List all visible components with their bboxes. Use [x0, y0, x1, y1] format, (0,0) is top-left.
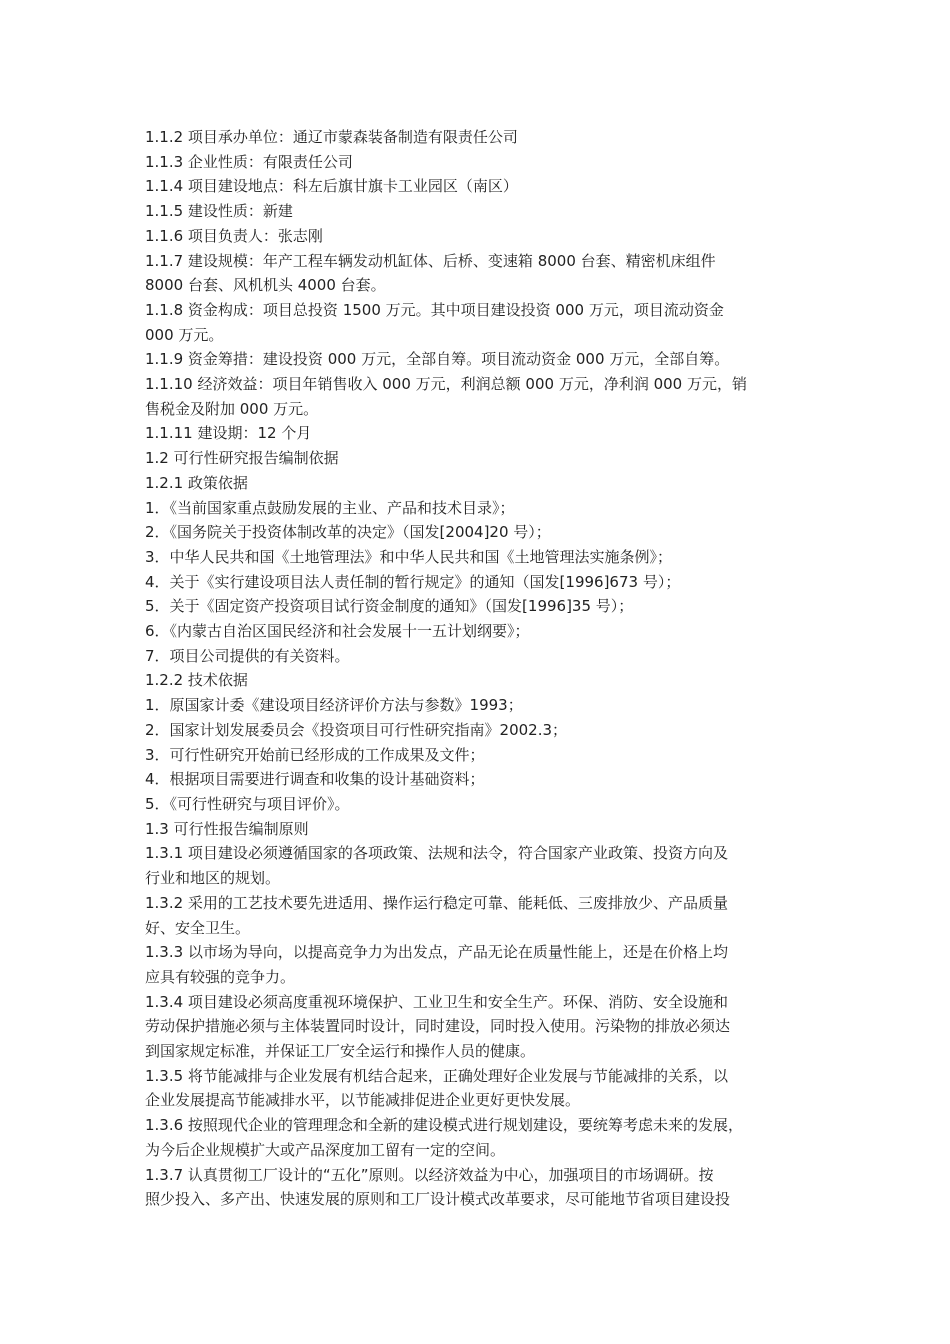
doc-line: 照少投入、多产出、快速发展的原则和工厂设计模式改革要求，尽可能地节省项目建设投: [145, 1190, 731, 1209]
doc-line: 好、安全卫生。: [145, 918, 251, 937]
doc-line: 2．《国务院关于投资体制改革的决定》（国发[2004]20 号）；: [145, 523, 551, 542]
doc-line: 1.3.6 按照现代企业的管理理念和全新的建设模式进行规划建设，要统筹考虑未来的发展，: [145, 1116, 743, 1135]
doc-line: 1.1.10 经济效益：项目年销售收入 000 万元，利润总额 000 万元，净利润 000 万元，销: [145, 375, 747, 394]
doc-line: 2．国家计划发展委员会《投资项目可行性研究指南》2002.3；: [145, 720, 568, 739]
doc-line: 1.1.4 项目建设地点：科左后旗甘旗卡工业园区（南区）: [145, 177, 518, 196]
doc-line: 1.1.2 项目承办单位：通辽市蒙森装备制造有限责任公司: [145, 128, 518, 146]
doc-line: 1．《当前国家重点鼓励发展的主业、产品和技术目录》；: [145, 498, 515, 517]
doc-line: 1.1.6 项目负责人：张志刚: [145, 226, 323, 245]
section-heading: 1.3 可行性报告编制原则: [145, 819, 309, 838]
subsection-heading: 1.2.1 政策依据: [145, 473, 248, 492]
doc-line: 000 万元。: [145, 325, 224, 344]
doc-line: 1.1.8 资金构成：项目总投资 1500 万元。其中项目建设投资 000 万元，项目流动资金: [145, 300, 724, 319]
doc-line: 7．项目公司提供的有关资料。: [145, 646, 350, 665]
doc-line: 3．中华人民共和国《土地管理法》和中华人民共和国《土地管理法实施条例》；: [145, 547, 673, 566]
doc-line: 4．关于《实行建设项目法人责任制的暂行规定》的通知（国发[1996]673 号）；: [145, 572, 681, 591]
doc-line: 1.1.5 建设性质：新建: [145, 202, 293, 221]
doc-line: 1．原国家计委《建设项目经济评价方法与参数》1993；: [145, 696, 523, 715]
doc-line: 1.3.7 认真贯彻工厂设计的“五化”原则。以经济效益为中心，加强项目的市场调研。按: [145, 1165, 714, 1184]
doc-line: 4．根据项目需要进行调查和收集的设计基础资料；: [145, 770, 485, 789]
doc-line: 企业发展提高节能减排水平，以节能减排促进企业更好更快发展。: [145, 1091, 581, 1110]
doc-line: 5．《可行性研究与项目评价》。: [145, 794, 350, 813]
doc-line: 到国家规定标准，并保证工厂安全运行和操作人员的健康。: [145, 1042, 536, 1061]
doc-line: 6．《内蒙古自治区国民经济和社会发展十一五计划纲要》；: [145, 622, 530, 641]
doc-line: 1.1.7 建设规模：年产工程车辆发动机缸体、后桥、变速箱 8000 台套、精密机床组件: [145, 251, 716, 270]
doc-line: 应具有较强的竞争力。: [145, 967, 296, 986]
doc-line: 3．可行性研究开始前已经形成的工作成果及文件；: [145, 745, 485, 764]
doc-line: 1.3.2 采用的工艺技术要先进适用、操作运行稳定可靠、能耗低、三废排放少、产品质量: [145, 893, 728, 912]
document-body: [145, 125, 810, 1212]
doc-line: 售税金及附加 000 万元。: [145, 399, 319, 418]
doc-line: 1.1.3 企业性质：有限责任公司: [145, 152, 353, 171]
doc-line: 1.3.4 项目建设必须高度重视环境保护、工业卫生和安全生产。环保、消防、安全设施和: [145, 992, 728, 1011]
doc-line: 1.3.1 项目建设必须遵循国家的各项政策、法规和法令，符合国家产业政策、投资方向及: [145, 844, 728, 863]
doc-line: 8000 台套、风机机头 4000 台套。: [145, 276, 386, 295]
doc-line: 1.1.9 资金筹措：建设投资 000 万元，全部自筹。项目流动资金 000 万元，全部自筹。: [145, 350, 730, 369]
doc-line: 劳动保护措施必须与主体装置同时设计，同时建设，同时投入使用。污染物的排放必须达: [145, 1017, 731, 1036]
section-heading: 1.2 可行性研究报告编制依据: [145, 449, 339, 468]
doc-line: 1.1.11 建设期：12 个月: [145, 424, 312, 443]
doc-line: 5．关于《固定资产投资项目试行资金制度的通知》（国发[1996]35 号）；: [145, 597, 634, 616]
doc-line: 1.3.3 以市场为导向，以提高竞争力为出发点，产品无论在质量性能上，还是在价格上均: [145, 943, 728, 962]
doc-line: 为今后企业规模扩大或产品深度加工留有一定的空间。: [145, 1140, 506, 1159]
doc-line: 行业和地区的规划。: [145, 869, 281, 888]
doc-line: 1.3.5 将节能减排与企业发展有机结合起来，正确处理好企业发展与节能减排的关系，以: [145, 1066, 728, 1085]
subsection-heading: 1.2.2 技术依据: [145, 671, 248, 690]
